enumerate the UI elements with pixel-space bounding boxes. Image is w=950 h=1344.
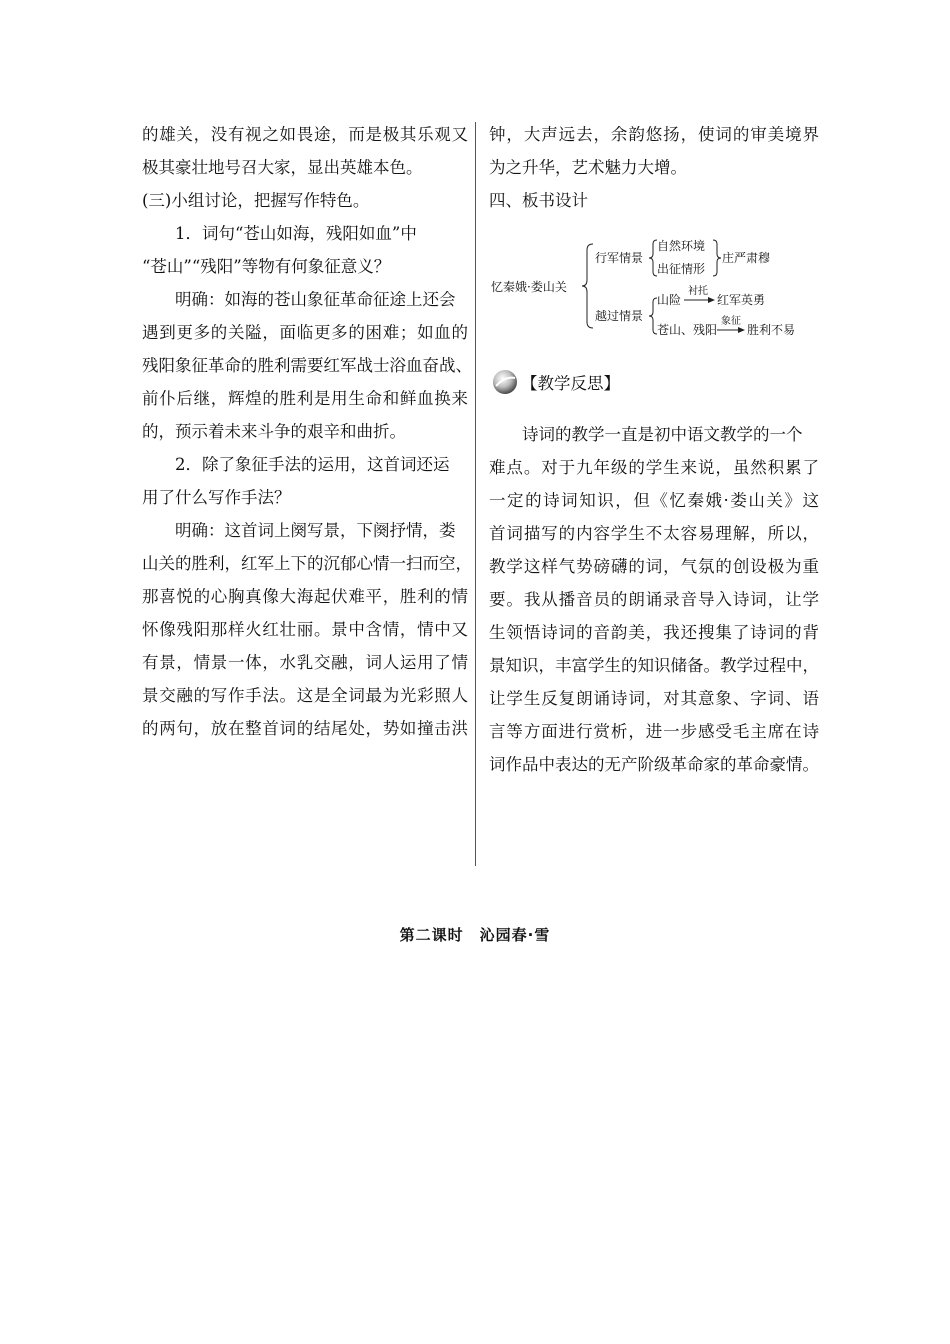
board-result: 胜利不易 bbox=[747, 323, 796, 337]
text-line: 遇到更多的关隘，面临更多的困难；如血的 bbox=[142, 323, 468, 342]
board-item: 山险 bbox=[657, 293, 682, 307]
text-line: 用了什么写作手法？ bbox=[142, 488, 291, 507]
text-line: 诗词的教学一直是初中语文教学的一个 bbox=[522, 425, 803, 444]
board-root: 忆秦娥·娄山关 bbox=[491, 280, 567, 294]
reflection-text bbox=[489, 418, 819, 781]
left-column bbox=[142, 118, 472, 745]
column-divider bbox=[475, 122, 476, 866]
text-line: 怀像残阳那样火红壮丽。景中含情，情中又 bbox=[142, 620, 468, 639]
text-line: 词作品中表达的无产阶级革命家的革命豪情。 bbox=[489, 755, 819, 774]
text-line: 难点。对于九年级的学生来说，虽然积累了 bbox=[489, 458, 819, 477]
text-line: 首词描写的内容学生不太容易理解，所以， bbox=[489, 524, 819, 543]
text-line: 为之升华，艺术魅力大增。 bbox=[489, 158, 687, 177]
text-line: 要。我从播音员的朗诵录音导入诗词，让学 bbox=[489, 590, 819, 609]
answer-2: 明确：这首词上阕写景，下阕抒情，娄 bbox=[175, 521, 456, 540]
text-line: “苍山”“残阳”等物有何象征意义？ bbox=[142, 257, 391, 276]
sphere-icon bbox=[491, 368, 519, 396]
board-design-diagram bbox=[489, 232, 819, 340]
board-item: 苍山、残阳 bbox=[657, 323, 718, 337]
answer-1: 明确：如海的苍山象征革命征途上还会 bbox=[175, 290, 456, 309]
text-line: 教学这样气势磅礴的词，气氛的创设极为重 bbox=[489, 557, 819, 576]
text-line: 那喜悦的心胸真像大海起伏难平，胜利的情 bbox=[142, 587, 468, 606]
text-line: 生领悟诗词的音韵美，我还搜集了诗词的背 bbox=[489, 623, 819, 642]
text-line: 言等方面进行赏析，进一步感受毛主席在诗 bbox=[489, 722, 819, 741]
board-result: 庄严肃穆 bbox=[722, 251, 771, 265]
board-item: 自然环境 bbox=[657, 239, 706, 253]
text-line: 的雄关，没有视之如畏途，而是极其乐观又 bbox=[142, 125, 468, 144]
subheading: (三)小组讨论，把握写作特色。 bbox=[142, 191, 370, 210]
arrow-label: 象征 bbox=[721, 316, 741, 327]
board-item: 出征情形 bbox=[657, 262, 706, 276]
text-line: 景交融的写作手法。这是全词最为光彩照人 bbox=[142, 686, 468, 705]
text-line: 让学生反复朗诵诗词，对其意象、字词、语 bbox=[489, 689, 819, 708]
text-line: 的，预示着未来斗争的艰辛和曲折。 bbox=[142, 422, 406, 441]
right-column bbox=[489, 118, 819, 217]
text-line: 的两句，放在整首词的结尾处，势如撞击洪 bbox=[142, 719, 468, 738]
text-line: 前仆后继，辉煌的胜利是用生命和鲜血换来 bbox=[142, 389, 468, 408]
board-design-heading: 四、板书设计 bbox=[489, 191, 588, 210]
text-line: 一定的诗词知识，但《忆秦娥·娄山关》这 bbox=[489, 491, 819, 510]
board-branch-2: 越过情景 bbox=[595, 309, 644, 323]
question-1: 1．词句“苍山如海，残阳如血”中 bbox=[175, 224, 417, 243]
section-title: 第二课时 沁园春·雪 bbox=[399, 926, 551, 944]
text-line: 极其豪壮地号召大家，显出英雄本色。 bbox=[142, 158, 423, 177]
board-result: 红军英勇 bbox=[717, 293, 766, 307]
text-line: 山关的胜利，红军上下的沉郁心情一扫而空， bbox=[142, 554, 472, 573]
text-line: 有景，情景一体，水乳交融，词人运用了情 bbox=[142, 653, 468, 672]
text-line: 景知识，丰富学生的知识储备。教学过程中， bbox=[489, 656, 819, 675]
reflection-title: 【教学反思】 bbox=[521, 374, 620, 393]
question-2: 2．除了象征手法的运用，这首词还运 bbox=[175, 455, 450, 474]
board-branch-1: 行军情景 bbox=[595, 251, 644, 265]
text-line: 残阳象征革命的胜利需要红军战士浴血奋战、 bbox=[142, 356, 472, 375]
text-line: 钟，大声远去，余韵悠扬，使词的审美境界 bbox=[489, 125, 819, 144]
arrow-label: 衬托 bbox=[688, 286, 708, 297]
